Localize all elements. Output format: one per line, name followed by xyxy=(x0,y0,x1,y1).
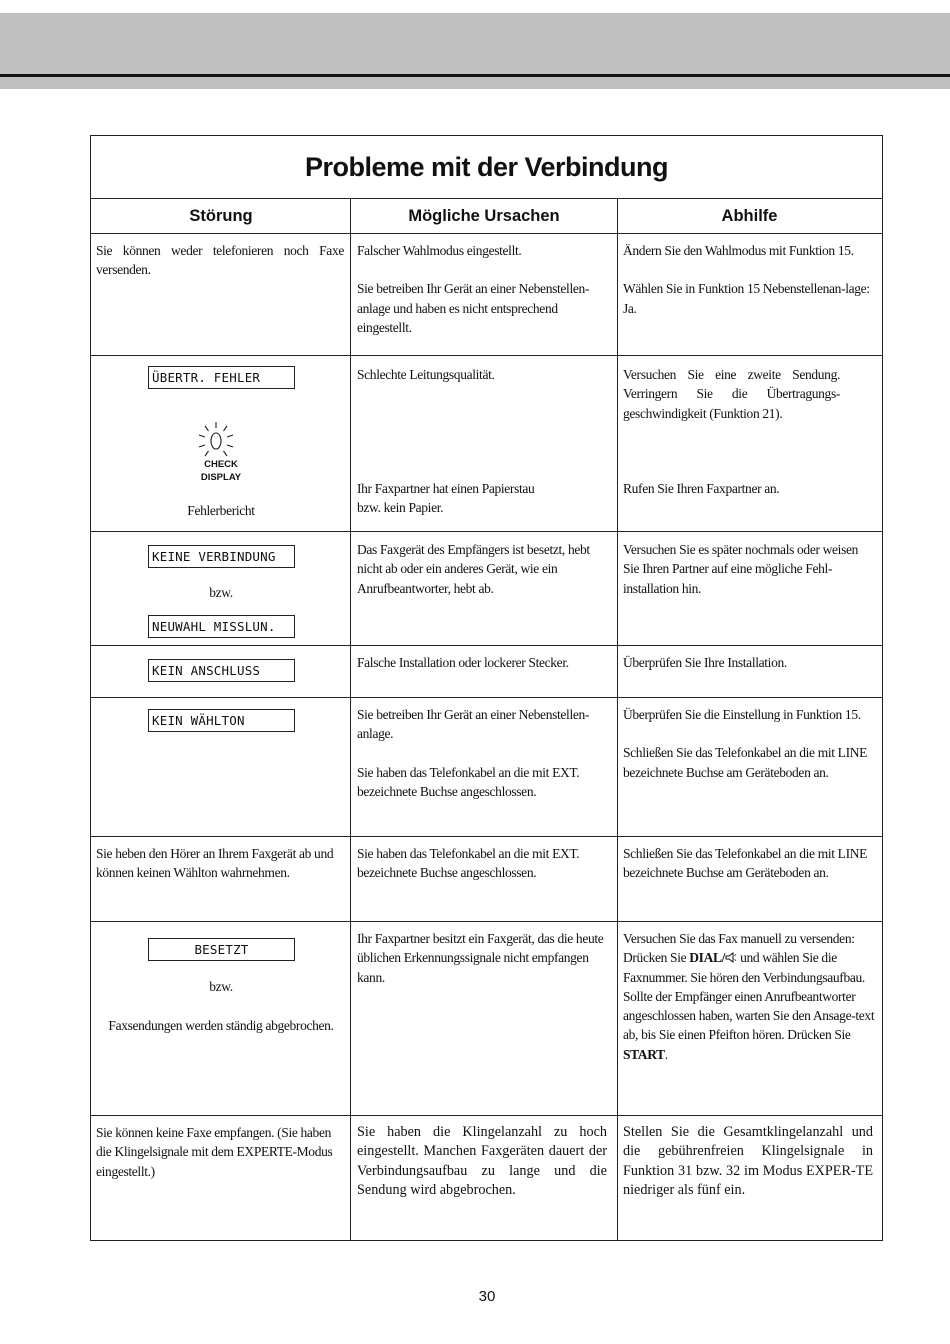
row4-ursachen: Falsche Installation oder lockerer Stecker. xyxy=(357,655,569,670)
lcd-display: KEINE VERBINDUNG xyxy=(148,545,295,568)
row6-abhilfe: Schließen Sie das Telefonkabel an die mit LINE bezeichnete Buchse am Geräteboden an. xyxy=(623,846,868,881)
row8-ursachen: Sie haben die Klingelanzahl zu hoch eingestellt. Manchen Faxgeräten dauert der Verbindungsaufbau zu lange und die Sendung wird abgebrochen. xyxy=(357,1124,607,1198)
dial-key-label: DIAL/ xyxy=(689,950,726,966)
row-divider xyxy=(91,697,882,698)
row1-stoerung: Sie können weder telefonieren noch Faxe versenden. xyxy=(96,243,344,278)
row3-separator: bzw. xyxy=(209,585,233,600)
row3-abhilfe: Versuchen Sie es später nochmals oder weisen Sie Ihren Partner auf eine mögliche Fehl-installation hin. xyxy=(623,542,859,596)
troubleshooting-table xyxy=(90,135,883,1241)
check-display-light-icon xyxy=(194,420,238,460)
row3-ursachen: Das Faxgerät des Empfängers ist besetzt, hebt nicht ab oder ein anderes Gerät, wie ein Anrufbeantworter, hebt ab. xyxy=(357,542,590,596)
row2-abhilfe-1: Versuchen Sie eine zweite Sendung. Verringern Sie die Übertragungs-geschwindigkeit (Funktion 21). xyxy=(623,367,840,421)
speaker-icon xyxy=(725,952,737,963)
column-header-stoerung: Störung xyxy=(91,199,351,234)
lcd-display: BESETZT xyxy=(148,938,295,961)
row6-stoerung: Sie heben den Hörer an Ihrem Faxgerät ab und können keinen Wählton wahrnehmen. xyxy=(96,846,334,881)
lcd-display: KEIN WÄHLTON xyxy=(148,709,295,732)
start-key-label: START xyxy=(623,1046,665,1062)
row6-ursachen: Sie haben das Telefonkabel an die mit EXT. bezeichnete Buchse angeschlossen. xyxy=(357,846,580,881)
row8-stoerung: Sie können keine Faxe empfangen. (Sie haben die Klingelsignale mit dem EXPERTE-Modus eingestellt.) xyxy=(96,1125,333,1179)
row5-ursachen: Sie betreiben Ihr Gerät an einer Nebenstellen-anlage. Sie haben das Telefonkabel an die mit EXT. bezeichnete Buchse angeschlossen. xyxy=(357,707,590,799)
row7-caption: Faxsendungen werden ständig abgebrochen. xyxy=(108,1018,334,1033)
check-display-label: CHECK DISPLAY xyxy=(200,459,242,483)
row-divider xyxy=(91,645,882,646)
row2-ursache-1: Schlechte Leitungsqualität. xyxy=(357,367,495,382)
row-divider xyxy=(91,355,882,356)
row2-caption: Fehlerbericht xyxy=(187,503,255,518)
header-band xyxy=(0,13,950,76)
lcd-display: ÜBERTR. FEHLER xyxy=(148,366,295,389)
row2-abhilfe-2: Rufen Sie Ihren Faxpartner an. xyxy=(623,481,780,496)
row-divider xyxy=(91,921,882,922)
lcd-display: NEUWAHL MISSLUN. xyxy=(148,615,295,638)
row2-ursache-2: Ihr Faxpartner hat einen Papierstau bzw. kein Papier. xyxy=(357,481,535,516)
row1-ursachen: Falscher Wahlmodus eingestellt. Sie betreiben Ihr Gerät an einer Nebenstellen-anlage und haben es nicht entsprechend eingestellt. xyxy=(357,243,590,335)
row5-abhilfe: Überprüfen Sie die Einstellung in Funktion 15. Schließen Sie das Telefonkabel an die mit LINE bezeichnete Buchse am Geräteboden an. xyxy=(623,707,868,780)
row-divider xyxy=(91,1115,882,1116)
header-band-lower xyxy=(0,77,950,89)
row7-abhilfe: Versuchen Sie das Fax manuell zu versenden: Drücken Sie DIAL/ und wählen Sie die Faxnummer. Sie hören den Verbindungsaufbau. Sollte der Empfänger einen Anrufbeantworter angeschlossen haben, warten Sie den Ansage-text ab, bis Sie einen Pfeifton hören. Drücken Sie START. xyxy=(623,931,875,1062)
row8-abhilfe: Stellen Sie die Gesamtklingelanzahl und die gebührenfreien Klingelsignale in Funktion 31 bzw. 32 im Modus EXPER-TE niedriger als fünf ein. xyxy=(623,1124,873,1198)
column-header-abhilfe: Abhilfe xyxy=(617,199,882,234)
row-divider xyxy=(91,531,882,532)
lcd-display: KEIN ANSCHLUSS xyxy=(148,659,295,682)
row4-abhilfe: Überprüfen Sie Ihre Installation. xyxy=(623,655,787,670)
column-header-ursachen: Mögliche Ursachen xyxy=(351,199,617,234)
row7-separator: bzw. xyxy=(209,979,233,994)
table-title: Probleme mit der Verbindung xyxy=(91,136,882,199)
page-number: 30 xyxy=(478,1288,496,1305)
row7-ursachen: Ihr Faxpartner besitzt ein Faxgerät, das die heute üblichen Erkennungssignale nicht empfangen kann. xyxy=(357,931,604,985)
row-divider xyxy=(91,836,882,837)
row1-abhilfe: Ändern Sie den Wahlmodus mit Funktion 15. Wählen Sie in Funktion 15 Nebenstellenan-lage: Ja. xyxy=(623,243,870,316)
